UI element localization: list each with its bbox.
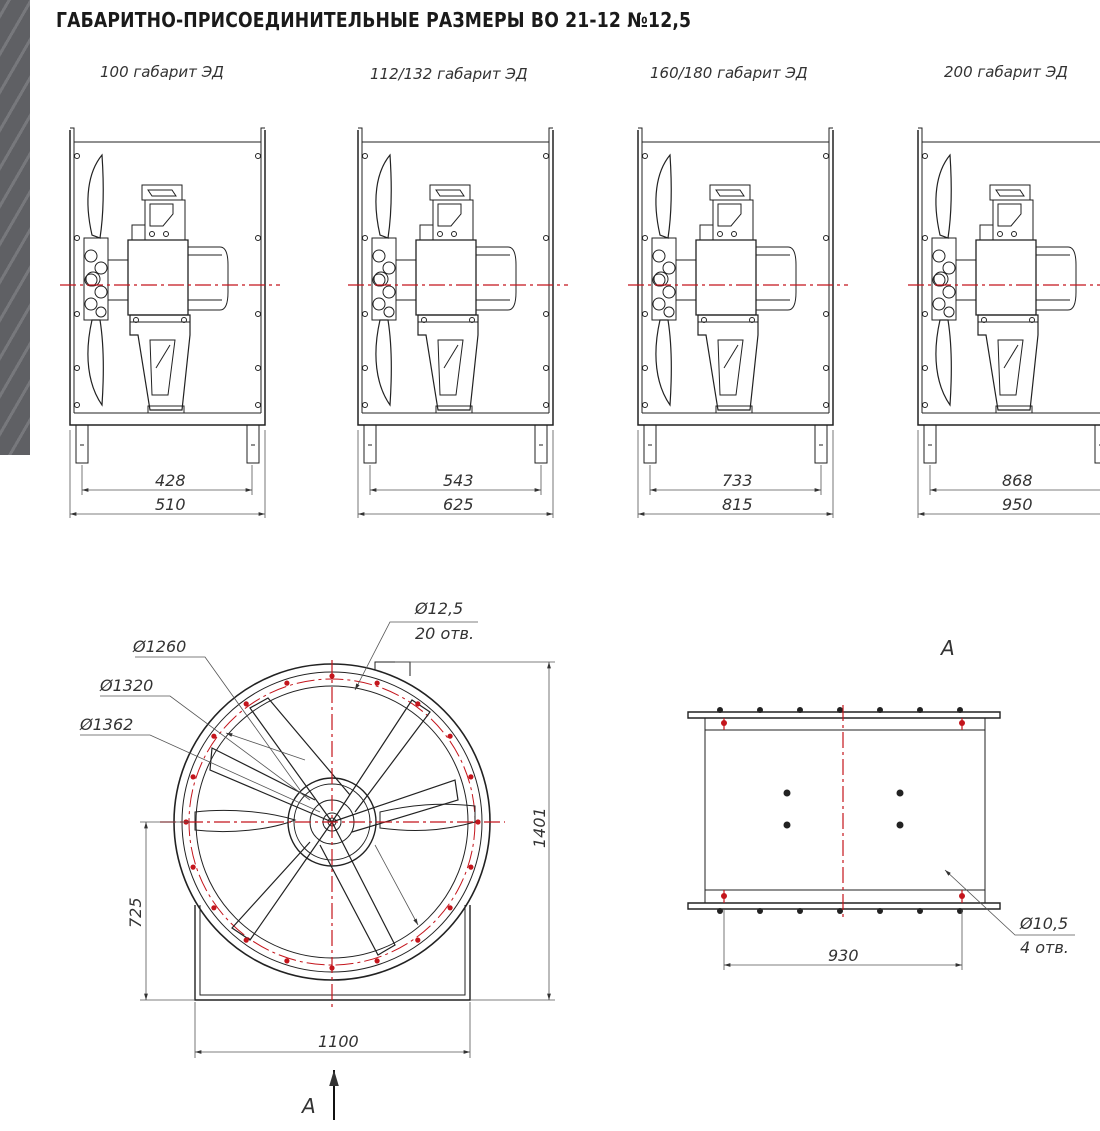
diameter-1260-label: Ø1260 [133, 637, 187, 656]
side-view-3 [628, 128, 848, 463]
view-a-holes-count: 4 отв. [1020, 938, 1069, 957]
side-view-3-caption: 160/180 габарит ЭД [650, 64, 808, 82]
flange-bolt-hole [191, 774, 196, 779]
dim-outer-3: 815 [722, 495, 753, 514]
side-view-3-dims [638, 430, 833, 518]
side-view-2 [348, 128, 568, 463]
flange-bolt-hole [415, 701, 420, 706]
dim-outer-4: 950 [1002, 495, 1033, 514]
height-1401-label: 1401 [530, 807, 549, 848]
side-view-1 [60, 128, 280, 463]
flange-bolt-hole [211, 734, 216, 739]
flange-bolt-hole [284, 958, 289, 963]
side-view-2-dims [358, 430, 553, 518]
dim-outer-2: 625 [443, 495, 474, 514]
impeller-blades [210, 698, 458, 955]
flange-bolt-hole [448, 734, 453, 739]
holes-diameter-label: Ø12,5 [415, 599, 464, 618]
dim-inner-4: 868 [1002, 471, 1033, 490]
base-width-1100-label: 1100 [318, 1032, 359, 1051]
side-view-1-dims [70, 430, 265, 518]
flange-bolt-hole [244, 701, 249, 706]
side-view-1-caption: 100 габарит ЭД [100, 63, 224, 81]
dim-inner-1: 428 [155, 471, 186, 490]
flange-bolt-hole [329, 673, 334, 678]
view-a-hole-diameter: Ø10,5 [1020, 914, 1069, 933]
flange-bolt-hole [375, 681, 380, 686]
view-a [688, 705, 1075, 970]
flange-bolt-hole [191, 865, 196, 870]
side-view-4 [908, 128, 1100, 463]
flange-bolt-hole [415, 938, 420, 943]
view-a-label: A [941, 636, 955, 660]
flange-bolt-hole [448, 905, 453, 910]
page-title: ГАБАРИТНО-ПРИСОЕДИНИТЕЛЬНЫЕ РАЗМЕРЫ ВО 21-12 №12,5 [56, 8, 692, 32]
diameter-1362-label: Ø1362 [80, 715, 134, 734]
flange-bolt-hole [468, 865, 473, 870]
view-a-width-930: 930 [828, 946, 859, 965]
view-arrow-label: A [302, 1094, 316, 1118]
flange-bolt-hole [284, 681, 289, 686]
flange-bolt-hole [468, 774, 473, 779]
flange-bolt-hole [211, 905, 216, 910]
dim-inner-3: 733 [722, 471, 753, 490]
flange-bolt-hole [475, 819, 480, 824]
dim-inner-2: 543 [443, 471, 474, 490]
diameter-1320-label: Ø1320 [100, 676, 154, 695]
flange-bolt-hole [329, 965, 334, 970]
axis-height-725-label: 725 [126, 897, 145, 928]
flange-bolt-hole [375, 958, 380, 963]
flange-bolt-hole [244, 938, 249, 943]
side-view-4-dims [918, 430, 1100, 518]
dim-outer-1: 510 [155, 495, 186, 514]
holes-count-label: 20 отв. [415, 624, 475, 643]
side-view-4-caption: 200 габарит ЭД [944, 63, 1068, 81]
side-view-2-caption: 112/132 габарит ЭД [370, 65, 528, 83]
